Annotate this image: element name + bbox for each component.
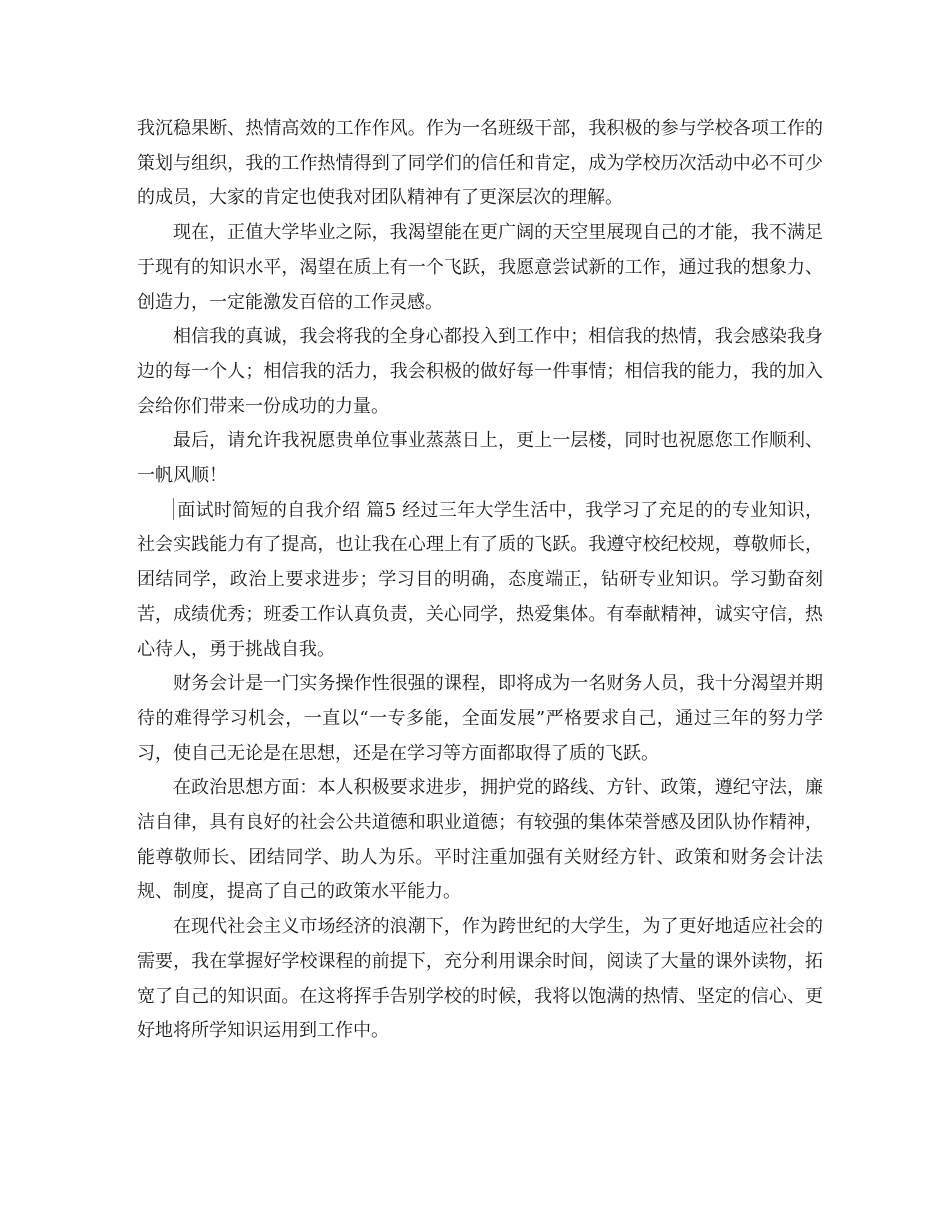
section-paragraph-text: 面试时简短的自我介绍 篇5 经过三年大学生活中，我学习了充足的的专业知识，社会实践能力有了提高，也让我在心理上有了质的飞跃。我遵守校纪校规，尊敬师长，团结同学，政治上要求进步；学习目的明确，态度端正，钻研专业知识。学习勤奋刻苦，成绩优秀；班委工作认真负责，关心同学，热爱集体。有奉献精神，诚实守信，热心待人，勇于挑战自我。: [137, 499, 823, 660]
paragraph: 我沉稳果断、热情高效的工作作风。作为一名班级干部，我积极的参与学校各项工作的策划与组织，我的工作热情得到了同学们的信任和肯定，成为学校历次活动中必不可少的成员，大家的肯定也使我对团队精神有了更深层次的理解。: [137, 118, 823, 209]
paragraph: 在现代社会主义市场经济的浪潮下，作为跨世纪的大学生，为了更好地适应社会的需要，我在掌握好学校课程的前提下，充分利用课余时间，阅读了大量的课外读物，拓宽了自己的知识面。在这将挥手告别学校的时候，我将以饱满的热情、坚定的信心、更好地将所学知识运用到工作中。: [137, 916, 823, 1042]
paragraph: 相信我的真诚，我会将我的全身心都投入到工作中；相信我的热情，我会感染我身边的每一个人；相信我的活力，我会积极的做好每一件事情；相信我的能力，我的加入会给你们带来一份成功的力量。: [137, 326, 823, 417]
text-cursor-icon: [173, 498, 174, 520]
paragraph: 在政治思想方面：本人积极要求进步，拥护党的路线、方针、政策，遵纪守法，廉洁自律，具有良好的社会公共道德和职业道德；有较强的集体荣誉感及团队协作精神，能尊敬师长、团结同学、助人为乐。平时注重加强有关财经方针、政策和财务会计法规、制度，提高了自己的政策水平能力。: [137, 777, 823, 903]
document-page: [137, 112, 823, 1049]
section-paragraph: [137, 494, 823, 668]
paragraph: 财务会计是一门实务操作性很强的课程，即将成为一名财务人员，我十分渴望并期待的难得学习机会，一直以“一专多能，全面发展”严格要求自己，通过三年的努力学习，使自己无论是在思想，还是在学习等方面都取得了质的飞跃。: [137, 673, 823, 764]
paragraph: 现在，正值大学毕业之际，我渴望能在更广阔的天空里展现自己的才能，我不满足于现有的知识水平，渴望在质上有一个飞跃，我愿意尝试新的工作，通过我的想象力、创造力，一定能激发百倍的工作灵感。: [137, 222, 823, 313]
paragraph: 最后，请允许我祝愿贵单位事业蒸蒸日上，更上一层楼，同时也祝愿您工作顺利、一帆风顺！: [137, 430, 823, 487]
